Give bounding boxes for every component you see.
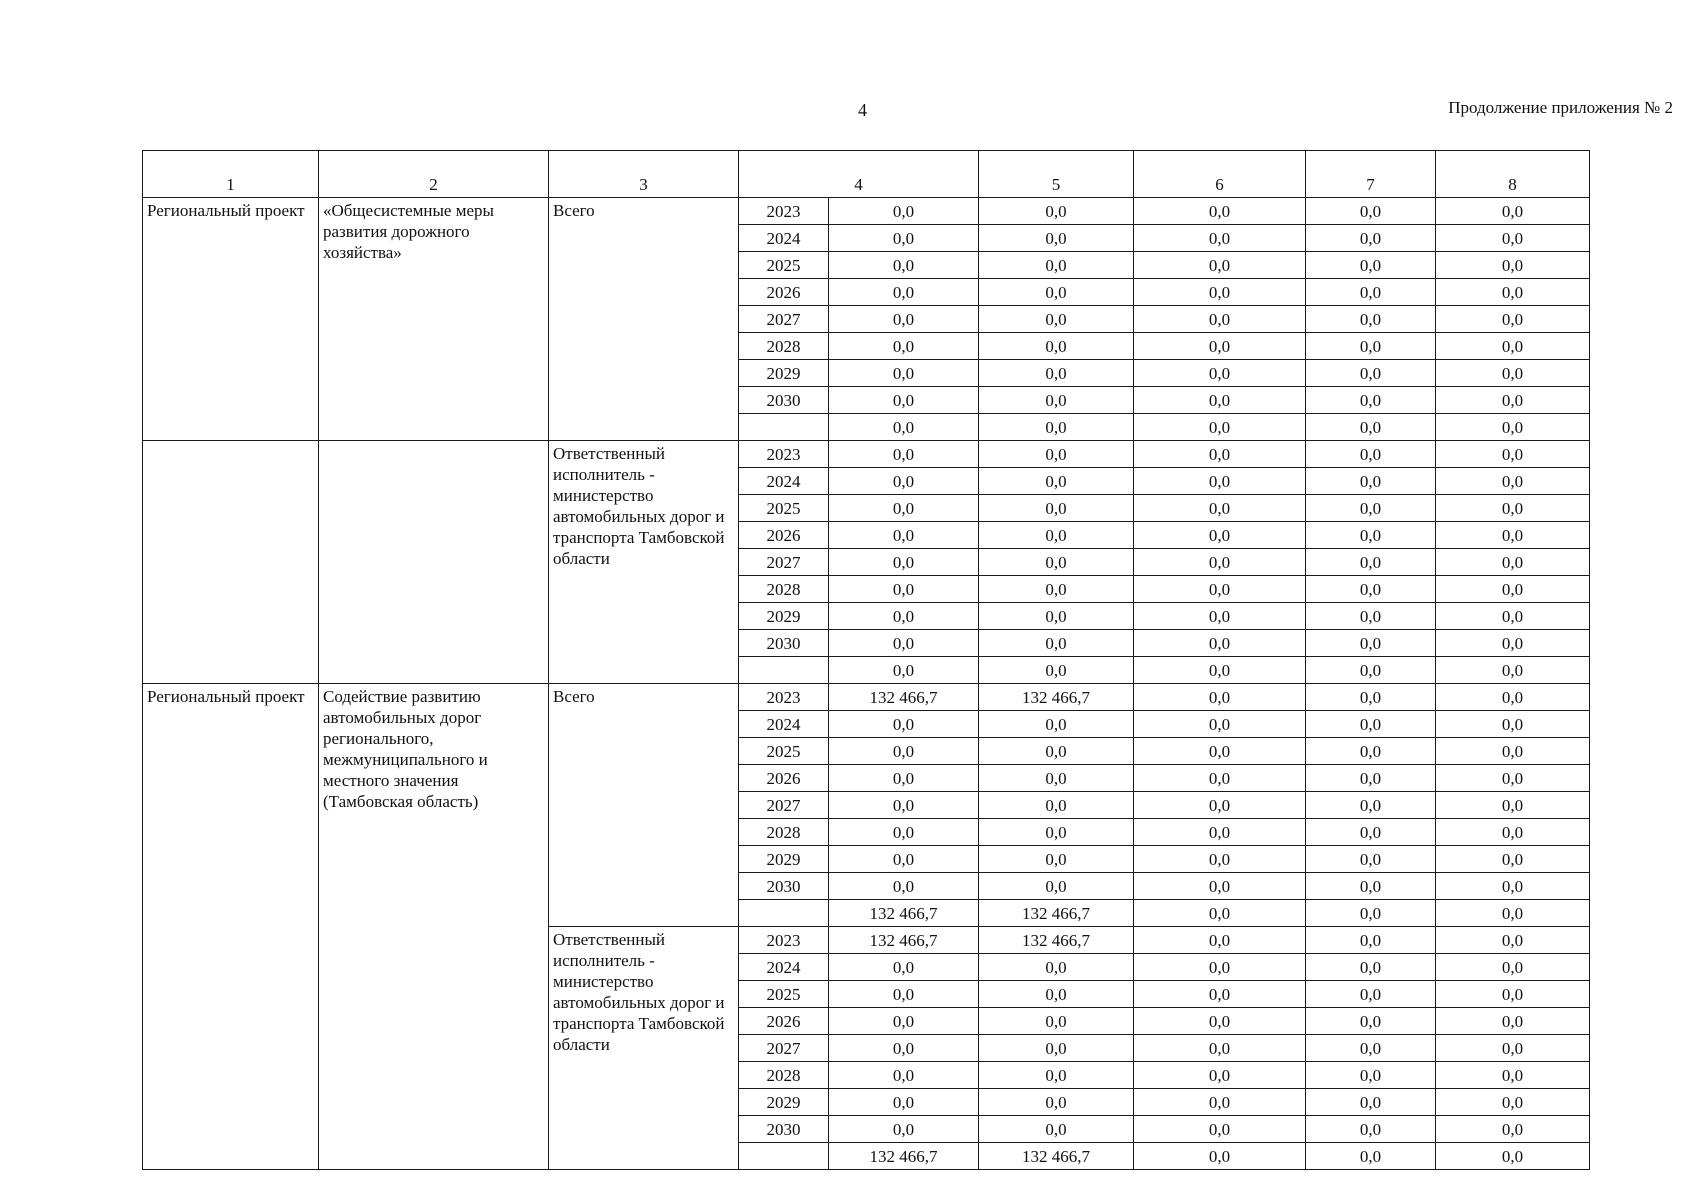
value-col-6: 0,0: [1134, 711, 1306, 738]
header-col-4: 4: [739, 151, 979, 198]
value-col-7: 0,0: [1306, 333, 1436, 360]
value-col-6: 0,0: [1134, 819, 1306, 846]
value-col-4: 0,0: [829, 873, 979, 900]
year-cell: 2029: [739, 603, 829, 630]
value-col-6: 0,0: [1134, 1116, 1306, 1143]
value-col-4: 0,0: [829, 414, 979, 441]
year-cell: 2029: [739, 1089, 829, 1116]
value-col-4: 0,0: [829, 468, 979, 495]
table-row: [143, 441, 1590, 468]
value-col-5: 0,0: [979, 1116, 1134, 1143]
project-name-cell: [319, 441, 549, 684]
year-cell: [739, 900, 829, 927]
value-col-7: 0,0: [1306, 630, 1436, 657]
year-cell: 2028: [739, 1062, 829, 1089]
value-col-5: 0,0: [979, 1008, 1134, 1035]
value-col-5: 0,0: [979, 657, 1134, 684]
value-col-6: 0,0: [1134, 873, 1306, 900]
value-col-4: 0,0: [829, 630, 979, 657]
value-col-7: 0,0: [1306, 495, 1436, 522]
value-col-4: 0,0: [829, 198, 979, 225]
value-col-8: 0,0: [1436, 603, 1590, 630]
value-col-5: 0,0: [979, 225, 1134, 252]
value-col-8: 0,0: [1436, 387, 1590, 414]
value-col-4: 0,0: [829, 954, 979, 981]
value-col-6: 0,0: [1134, 981, 1306, 1008]
executor-label: Всего: [553, 687, 595, 706]
appendix-continuation-note: Продолжение приложения № 2: [1448, 98, 1673, 117]
value-col-5: 0,0: [979, 333, 1134, 360]
value-col-5: 0,0: [979, 468, 1134, 495]
year-cell: 2025: [739, 738, 829, 765]
value-col-7: 0,0: [1306, 387, 1436, 414]
value-col-7: 0,0: [1306, 1143, 1436, 1170]
year-cell: 2025: [739, 981, 829, 1008]
value-col-4: 0,0: [829, 225, 979, 252]
project-name-line: «Общесистемные меры: [323, 201, 494, 220]
value-col-7: 0,0: [1306, 711, 1436, 738]
value-col-5: 0,0: [979, 603, 1134, 630]
value-col-8: 0,0: [1436, 819, 1590, 846]
value-col-6: 0,0: [1134, 738, 1306, 765]
year-cell: 2028: [739, 333, 829, 360]
value-col-5: 0,0: [979, 1089, 1134, 1116]
value-col-6: 0,0: [1134, 333, 1306, 360]
value-col-4: 0,0: [829, 981, 979, 1008]
value-col-7: 0,0: [1306, 306, 1436, 333]
value-col-8: 0,0: [1436, 657, 1590, 684]
value-col-6: 0,0: [1134, 954, 1306, 981]
project-type: Региональный проект: [147, 687, 305, 706]
value-col-4: 0,0: [829, 576, 979, 603]
value-col-7: 0,0: [1306, 846, 1436, 873]
year-cell: [739, 414, 829, 441]
value-col-7: 0,0: [1306, 738, 1436, 765]
project-type-cell: [143, 441, 319, 684]
value-col-4: 0,0: [829, 387, 979, 414]
value-col-6: 0,0: [1134, 657, 1306, 684]
value-col-4: 0,0: [829, 603, 979, 630]
executor-label: Ответственный исполнитель - министерство автомобильных дорог и транспорта Тамбовской области: [553, 444, 725, 568]
value-col-4: 0,0: [829, 657, 979, 684]
value-col-5: 0,0: [979, 387, 1134, 414]
value-col-7: 0,0: [1306, 1035, 1436, 1062]
value-col-6: 0,0: [1134, 522, 1306, 549]
value-col-8: 0,0: [1436, 1116, 1590, 1143]
value-col-6: 0,0: [1134, 792, 1306, 819]
year-cell: 2024: [739, 711, 829, 738]
value-col-5: 0,0: [979, 630, 1134, 657]
year-cell: 2029: [739, 360, 829, 387]
header-row: [143, 151, 1590, 198]
value-col-5: 0,0: [979, 414, 1134, 441]
value-col-5: 132 466,7: [979, 1143, 1134, 1170]
year-cell: 2027: [739, 792, 829, 819]
value-col-8: 0,0: [1436, 711, 1590, 738]
value-col-8: 0,0: [1436, 900, 1590, 927]
value-col-4: 0,0: [829, 846, 979, 873]
year-cell: 2029: [739, 846, 829, 873]
year-cell: [739, 657, 829, 684]
value-col-7: 0,0: [1306, 792, 1436, 819]
value-col-5: 0,0: [979, 360, 1134, 387]
value-col-4: 0,0: [829, 792, 979, 819]
value-col-6: 0,0: [1134, 846, 1306, 873]
value-col-6: 0,0: [1134, 1062, 1306, 1089]
page-number: 4: [858, 100, 867, 120]
value-col-7: 0,0: [1306, 603, 1436, 630]
year-cell: 2026: [739, 279, 829, 306]
value-col-4: 0,0: [829, 441, 979, 468]
value-col-6: 0,0: [1134, 252, 1306, 279]
value-col-6: 0,0: [1134, 441, 1306, 468]
year-cell: 2030: [739, 630, 829, 657]
value-col-8: 0,0: [1436, 522, 1590, 549]
value-col-5: 0,0: [979, 819, 1134, 846]
value-col-8: 0,0: [1436, 954, 1590, 981]
value-col-4: 0,0: [829, 549, 979, 576]
value-col-4: 0,0: [829, 1116, 979, 1143]
executor-cell: [549, 441, 739, 684]
value-col-4: 0,0: [829, 738, 979, 765]
header-col-5: 5: [979, 151, 1134, 198]
value-col-6: 0,0: [1134, 576, 1306, 603]
value-col-8: 0,0: [1436, 279, 1590, 306]
value-col-5: 132 466,7: [979, 684, 1134, 711]
value-col-5: 0,0: [979, 198, 1134, 225]
value-col-6: 0,0: [1134, 900, 1306, 927]
project-name-line: развития дорожного: [323, 222, 470, 241]
value-col-8: 0,0: [1436, 684, 1590, 711]
value-col-5: 0,0: [979, 441, 1134, 468]
value-col-8: 0,0: [1436, 630, 1590, 657]
funding-table: [142, 150, 1590, 1170]
value-col-5: 0,0: [979, 279, 1134, 306]
year-cell: 2030: [739, 873, 829, 900]
value-col-7: 0,0: [1306, 549, 1436, 576]
value-col-6: 0,0: [1134, 468, 1306, 495]
value-col-8: 0,0: [1436, 198, 1590, 225]
header-col-7: 7: [1306, 151, 1436, 198]
executor-cell: [549, 927, 739, 1170]
value-col-5: 0,0: [979, 306, 1134, 333]
value-col-8: 0,0: [1436, 1062, 1590, 1089]
value-col-4: 0,0: [829, 333, 979, 360]
header-col-3: 3: [549, 151, 739, 198]
header-col-2: 2: [319, 151, 549, 198]
value-col-6: 0,0: [1134, 387, 1306, 414]
value-col-5: 0,0: [979, 576, 1134, 603]
value-col-7: 0,0: [1306, 765, 1436, 792]
project-type-cell: [143, 684, 319, 1170]
value-col-7: 0,0: [1306, 1008, 1436, 1035]
executor-label: Ответственный исполнитель - министерство автомобильных дорог и транспорта Тамбовской области: [553, 930, 725, 1054]
value-col-8: 0,0: [1436, 576, 1590, 603]
value-col-6: 0,0: [1134, 684, 1306, 711]
value-col-6: 0,0: [1134, 198, 1306, 225]
value-col-5: 0,0: [979, 954, 1134, 981]
value-col-6: 0,0: [1134, 1008, 1306, 1035]
value-col-8: 0,0: [1436, 549, 1590, 576]
value-col-7: 0,0: [1306, 414, 1436, 441]
value-col-8: 0,0: [1436, 468, 1590, 495]
header-col-6: 6: [1134, 151, 1306, 198]
year-cell: 2030: [739, 1116, 829, 1143]
value-col-5: 0,0: [979, 765, 1134, 792]
value-col-8: 0,0: [1436, 846, 1590, 873]
value-col-6: 0,0: [1134, 549, 1306, 576]
value-col-5: 0,0: [979, 873, 1134, 900]
value-col-8: 0,0: [1436, 333, 1590, 360]
year-cell: 2024: [739, 954, 829, 981]
value-col-4: 0,0: [829, 711, 979, 738]
value-col-4: 0,0: [829, 522, 979, 549]
value-col-7: 0,0: [1306, 198, 1436, 225]
value-col-8: 0,0: [1436, 1008, 1590, 1035]
value-col-4: 0,0: [829, 819, 979, 846]
value-col-5: 0,0: [979, 522, 1134, 549]
value-col-7: 0,0: [1306, 468, 1436, 495]
value-col-5: 0,0: [979, 981, 1134, 1008]
value-col-4: 132 466,7: [829, 927, 979, 954]
value-col-7: 0,0: [1306, 1116, 1436, 1143]
year-cell: 2030: [739, 387, 829, 414]
value-col-7: 0,0: [1306, 252, 1436, 279]
value-col-8: 0,0: [1436, 252, 1590, 279]
year-cell: 2025: [739, 252, 829, 279]
year-cell: 2026: [739, 1008, 829, 1035]
executor-cell: [549, 684, 739, 927]
value-col-5: 0,0: [979, 252, 1134, 279]
table-row: [143, 198, 1590, 225]
value-col-8: 0,0: [1436, 738, 1590, 765]
year-cell: 2025: [739, 495, 829, 522]
value-col-7: 0,0: [1306, 981, 1436, 1008]
value-col-8: 0,0: [1436, 873, 1590, 900]
value-col-5: 0,0: [979, 495, 1134, 522]
project-name-cell: [319, 684, 549, 1170]
value-col-8: 0,0: [1436, 414, 1590, 441]
value-col-6: 0,0: [1134, 927, 1306, 954]
project-name-line: хозяйства»: [323, 243, 402, 262]
table-row: [143, 684, 1590, 711]
value-col-7: 0,0: [1306, 1062, 1436, 1089]
value-col-5: 0,0: [979, 738, 1134, 765]
value-col-7: 0,0: [1306, 279, 1436, 306]
header-col-1: 1: [143, 151, 319, 198]
value-col-6: 0,0: [1134, 765, 1306, 792]
value-col-4: 132 466,7: [829, 900, 979, 927]
value-col-8: 0,0: [1436, 441, 1590, 468]
value-col-4: 0,0: [829, 360, 979, 387]
value-col-6: 0,0: [1134, 360, 1306, 387]
value-col-4: 132 466,7: [829, 1143, 979, 1170]
value-col-6: 0,0: [1134, 414, 1306, 441]
value-col-7: 0,0: [1306, 900, 1436, 927]
value-col-7: 0,0: [1306, 441, 1436, 468]
value-col-7: 0,0: [1306, 657, 1436, 684]
value-col-8: 0,0: [1436, 225, 1590, 252]
year-cell: 2023: [739, 684, 829, 711]
value-col-5: 0,0: [979, 792, 1134, 819]
value-col-4: 0,0: [829, 1062, 979, 1089]
project-name-cell: [319, 198, 549, 441]
year-cell: 2026: [739, 522, 829, 549]
value-col-4: 0,0: [829, 495, 979, 522]
year-cell: 2024: [739, 225, 829, 252]
value-col-5: 132 466,7: [979, 900, 1134, 927]
value-col-6: 0,0: [1134, 495, 1306, 522]
year-cell: 2026: [739, 765, 829, 792]
project-type: Региональный проект: [147, 201, 305, 220]
executor-cell: [549, 198, 739, 441]
year-cell: 2027: [739, 306, 829, 333]
value-col-7: 0,0: [1306, 360, 1436, 387]
value-col-5: 0,0: [979, 711, 1134, 738]
header-col-8: 8: [1436, 151, 1590, 198]
value-col-8: 0,0: [1436, 927, 1590, 954]
value-col-8: 0,0: [1436, 792, 1590, 819]
value-col-4: 132 466,7: [829, 684, 979, 711]
value-col-7: 0,0: [1306, 576, 1436, 603]
year-cell: 2027: [739, 1035, 829, 1062]
value-col-6: 0,0: [1134, 225, 1306, 252]
executor-label: Всего: [553, 201, 595, 220]
value-col-5: 0,0: [979, 846, 1134, 873]
table-body: [143, 198, 1590, 1170]
value-col-8: 0,0: [1436, 1035, 1590, 1062]
value-col-5: 132 466,7: [979, 927, 1134, 954]
year-cell: 2023: [739, 441, 829, 468]
project-name: Содействие развитию автомобильных дорог регионального, межмуниципального и местного значения (Тамбовская область): [323, 687, 488, 811]
value-col-4: 0,0: [829, 1035, 979, 1062]
value-col-6: 0,0: [1134, 603, 1306, 630]
value-col-5: 0,0: [979, 549, 1134, 576]
value-col-5: 0,0: [979, 1062, 1134, 1089]
value-col-8: 0,0: [1436, 1089, 1590, 1116]
value-col-6: 0,0: [1134, 279, 1306, 306]
value-col-7: 0,0: [1306, 927, 1436, 954]
year-cell: 2027: [739, 549, 829, 576]
year-cell: 2028: [739, 819, 829, 846]
year-cell: [739, 1143, 829, 1170]
value-col-8: 0,0: [1436, 1143, 1590, 1170]
value-col-4: 0,0: [829, 279, 979, 306]
value-col-4: 0,0: [829, 252, 979, 279]
value-col-6: 0,0: [1134, 1089, 1306, 1116]
value-col-7: 0,0: [1306, 225, 1436, 252]
value-col-7: 0,0: [1306, 1089, 1436, 1116]
value-col-6: 0,0: [1134, 1035, 1306, 1062]
year-cell: 2023: [739, 927, 829, 954]
value-col-4: 0,0: [829, 1089, 979, 1116]
value-col-7: 0,0: [1306, 954, 1436, 981]
value-col-8: 0,0: [1436, 360, 1590, 387]
value-col-5: 0,0: [979, 1035, 1134, 1062]
year-cell: 2023: [739, 198, 829, 225]
value-col-8: 0,0: [1436, 495, 1590, 522]
value-col-4: 0,0: [829, 1008, 979, 1035]
value-col-8: 0,0: [1436, 306, 1590, 333]
value-col-8: 0,0: [1436, 981, 1590, 1008]
value-col-6: 0,0: [1134, 306, 1306, 333]
value-col-7: 0,0: [1306, 684, 1436, 711]
value-col-7: 0,0: [1306, 819, 1436, 846]
value-col-8: 0,0: [1436, 765, 1590, 792]
value-col-6: 0,0: [1134, 630, 1306, 657]
value-col-6: 0,0: [1134, 1143, 1306, 1170]
year-cell: 2024: [739, 468, 829, 495]
year-cell: 2028: [739, 576, 829, 603]
value-col-7: 0,0: [1306, 522, 1436, 549]
value-col-7: 0,0: [1306, 873, 1436, 900]
value-col-4: 0,0: [829, 306, 979, 333]
value-col-4: 0,0: [829, 765, 979, 792]
project-type-cell: [143, 198, 319, 441]
